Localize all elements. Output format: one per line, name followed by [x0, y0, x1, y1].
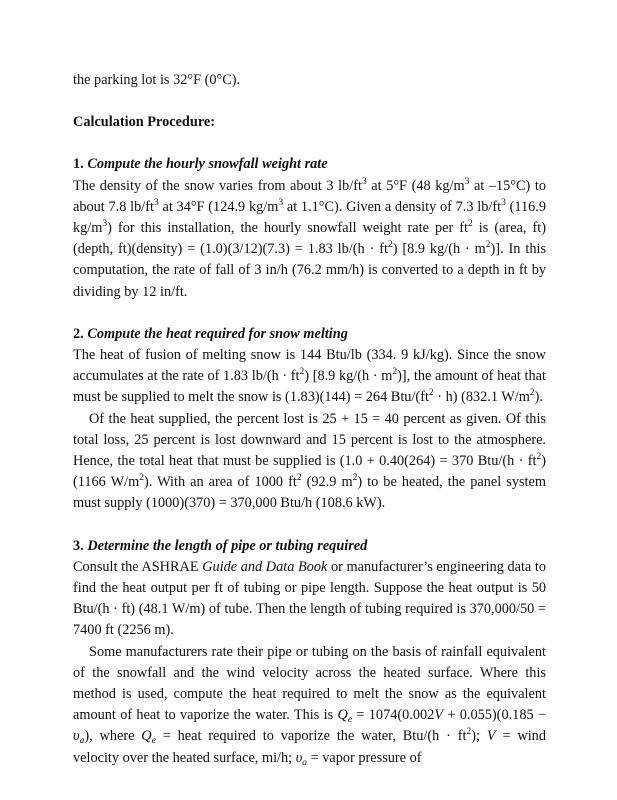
section-title: Determine the length of pipe or tubing required [87, 537, 368, 554]
section-number: 2. [73, 325, 84, 342]
top-line: the parking lot is 32°F (0°C). [73, 72, 241, 88]
section-1-paragraph: The density of the snow varies from about 3 $lb/ft^3$ at 5°F (48 $kg/m^3$ at –15°C) to about 7.8 $lb/ft^3$ at 34°F (124.9 $kg/m^3$ at 1.1°C). Given a density of 7.3 $lb/ft^3$ (116.9 $kg/m^3$) for this installation, the hourly snowfall weight rate per $ft^2$ is (area, ft)(depth, ft)(density) = (1.0)(3/12)(7.3) = 1.83 $lb/(h \cdot ft^2)$ [8.9 $kg/(h \cdot m^2)$]. In this computation, the rate of fall of 3 in/h (76.2 mm/h) is converted to a depth in ft by dividing by 12 in/ft. [73, 176, 547, 300]
section-3-paragraph: Consult the ASHRAE Guide and Data Book or manufacturer’s engineering data to find the heat output per ft of tubing or pipe length. Suppose the heat output is 50 Btu/(h · ft) (48.1 W/m) of tube. Then the length of tubing required is 370,000/50 = 7400 ft (2256 m). [73, 558, 547, 639]
section-number: 1. [73, 156, 84, 173]
section-number: 3. [73, 537, 84, 554]
procedure-heading: Calculation Procedure: [73, 114, 216, 131]
section-2-paragraph: The heat of fusion of melting snow is 144 Btu/lb (334. 9 kJ/kg). Since the snow accumulates at the rate of 1.83 $lb/(h \cdot ft^2)$ [8.9 $kg/(h \cdot m^2)$], the amount of heat that must be supplied to melt the snow is (1.83)(144) = 264 Btu/$(ft^2 \cdot h)$ (832.1 $W/m^2$). [73, 347, 546, 406]
section-3-paragraph: Some manufacturers rate their pipe or tubing on the basis of rainfall equivalent of the snowfall and the wind velocity across the heated surface. Where this method is used, compute the heat required to melt the snow as the equivalent amount of heat to vaporize the water. This is $Q_e = 1074(0.002V + 0.055)(0.185 - \upsilon_a)$, where $Q_e$ = heat required to vaporize the water, $Btu/(h \cdot ft^2)$; V = wind velocity over the heated surface, mi/h; $\upsilon_a$ = vapor pressure of [73, 643, 546, 768]
section-3-heading [73, 536, 546, 557]
section-2-paragraph: Of the heat supplied, the percent lost is 25 + 15 = 40 percent as given. Of this total loss, 25 percent is lost downward and 15 percent is lost to the atmosphere. Hence, the total heat that must be supplied is (1.0 + 0.40(264) = 370 $Btu/(h \cdot ft^2)$ (1166 $W/m^2$). With an area of 1000 $ft^2$ (92.9 $m^2$) to be heated, the panel system must supply (1000)(370) = 370,000 Btu/h (108.6 kW). [73, 410, 546, 512]
section-2-heading [73, 324, 546, 345]
document-page [73, 70, 546, 769]
section-1-heading [73, 154, 546, 175]
section-title: Compute the hourly snowfall weight rate [87, 156, 328, 173]
section-title: Compute the heat required for snow melting [87, 325, 348, 342]
